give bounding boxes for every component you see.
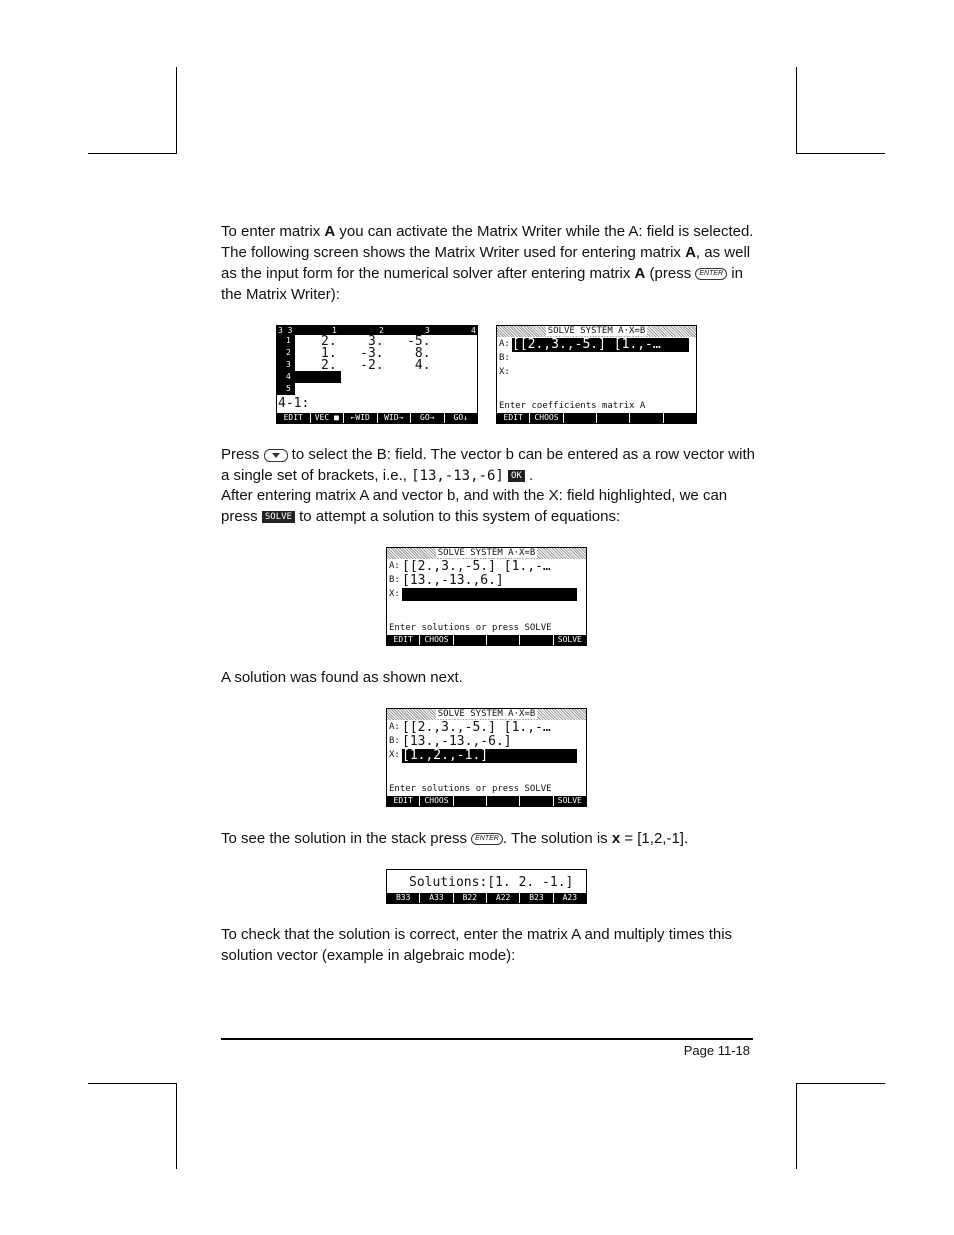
crop-mark-br-v — [796, 1083, 797, 1169]
row-header-2: 2 — [286, 348, 291, 357]
crop-mark-bl-v — [176, 1083, 177, 1169]
field-b-label: B: — [389, 736, 400, 746]
matrix-a-bold: A — [634, 265, 646, 282]
matrix-row-1: 2. 3. -5. — [321, 334, 431, 349]
menu-blank[interactable] — [454, 635, 486, 645]
solver-title-bar — [387, 709, 586, 720]
vector-code: [13,-13,-6] — [411, 468, 504, 484]
menu-wid-right[interactable]: WID→ — [378, 413, 411, 423]
field-x-value[interactable]: [1.,2.,-1.] — [402, 749, 577, 763]
paragraph-intro — [221, 221, 761, 305]
field-b-value[interactable]: [13.,-13.,6.] — [402, 573, 504, 588]
stack-menu — [387, 893, 586, 903]
stack-screen — [386, 869, 587, 904]
solver-screen-solved — [386, 708, 587, 807]
menu-blank[interactable] — [487, 796, 519, 806]
solve-softkey: SOLVE — [262, 511, 295, 523]
menu-blank[interactable] — [597, 413, 629, 423]
help-text: Enter solutions or press SOLVE — [389, 623, 552, 633]
text: After entering matrix A and vector b, and with the X: field highlighted, we can press — [221, 487, 728, 525]
row-header-1: 1 — [286, 336, 291, 345]
footer-rule — [221, 1038, 753, 1040]
menu-edit[interactable]: EDIT — [387, 635, 419, 645]
text: to select the B: field. The vector b can be entered as a row vector with a single set of brackets, i.e., — [221, 446, 755, 484]
menu-choos[interactable]: CHOOS — [420, 635, 452, 645]
text: you can activate the Matrix Writer while the A: field is selected. The following screen shows the Matrix Writer used for entering matrix — [221, 223, 754, 261]
text: . The solution is — [502, 830, 612, 847]
matrix-writer-screen — [276, 325, 478, 424]
matrix-row-3: 2. -2. 4. — [321, 358, 431, 373]
crop-mark-bl-h — [88, 1083, 177, 1084]
field-a-label: A: — [389, 561, 400, 571]
paragraph-check-solution: To check that the solution is correct, enter the matrix A and multiply times this solution vector (example in algebraic mode): — [221, 926, 733, 964]
x-bold: x — [611, 830, 621, 847]
menu-vec[interactable]: VEC ■ — [311, 413, 344, 423]
menu-b33[interactable]: B33 — [387, 893, 419, 903]
crop-mark-br-h — [796, 1083, 885, 1084]
help-text: Enter coefficients matrix A — [499, 401, 646, 411]
solver-menu — [387, 796, 586, 806]
menu-wid-left[interactable]: ←WID — [344, 413, 377, 423]
solver-title: SOLVE SYSTEM A·X=B — [437, 548, 536, 558]
text: = [1,2,-1]. — [620, 830, 689, 847]
field-a-label: A: — [499, 339, 510, 349]
row-header-4: 4 — [286, 372, 291, 381]
field-a-label: A: — [389, 722, 400, 732]
text: , as well as the input form for the numerical solver after entering matrix — [221, 244, 751, 282]
matrix-a-bold: A — [324, 223, 336, 240]
solver-title-bar — [387, 548, 586, 559]
field-b-value[interactable]: [13.,-13.,-6.] — [402, 734, 512, 749]
matrix-status-line: 4-1: — [278, 396, 310, 411]
menu-blank[interactable] — [487, 635, 519, 645]
col-header-3: 3 — [425, 326, 430, 335]
menu-choos[interactable]: CHOOS — [530, 413, 562, 423]
paragraph-solution-found: A solution was found as shown next. — [221, 669, 463, 686]
field-a-value[interactable]: [[2.,3.,-5.] [1.,-… — [402, 721, 551, 735]
enter-key-icon: ENTER — [695, 268, 727, 280]
field-a-value[interactable]: [[2.,3.,-5.] [1.,-… — [512, 338, 689, 352]
paragraph-press-solve — [221, 485, 761, 527]
menu-a22[interactable]: A22 — [487, 893, 519, 903]
text: To see the solution in the stack press — [221, 830, 472, 847]
text: . — [524, 467, 534, 484]
menu-b23[interactable]: B23 — [520, 893, 552, 903]
menu-blank[interactable] — [630, 413, 662, 423]
menu-a33[interactable]: A33 — [420, 893, 452, 903]
menu-b22[interactable]: B22 — [454, 893, 486, 903]
ok-softkey: OK — [508, 470, 525, 482]
menu-solve[interactable]: SOLVE — [554, 796, 586, 806]
col-header-1: 1 — [332, 326, 337, 335]
down-arrow-key-icon — [264, 449, 288, 462]
field-b-label: B: — [499, 353, 510, 363]
matrix-a-bold: A — [685, 244, 696, 261]
text: to attempt a solution to this system of equations: — [294, 508, 621, 525]
menu-go-right[interactable]: GO→ — [411, 413, 444, 423]
solver-title: SOLVE SYSTEM A·X=B — [437, 709, 536, 719]
solver-screen-b-entered — [386, 547, 587, 646]
solver-title-bar — [497, 326, 696, 337]
solver-menu — [497, 413, 696, 423]
text: in the Matrix Writer): — [221, 265, 743, 303]
menu-a23[interactable]: A23 — [554, 893, 586, 903]
field-x-label: X: — [389, 589, 400, 599]
text: (press — [645, 265, 696, 282]
menu-edit[interactable]: EDIT — [387, 796, 419, 806]
menu-blank[interactable] — [664, 413, 696, 423]
solver-menu — [387, 635, 586, 645]
col-header-2: 2 — [379, 326, 384, 335]
menu-solve[interactable]: SOLVE — [554, 635, 586, 645]
menu-blank[interactable] — [454, 796, 486, 806]
page-number: Page 11-18 — [683, 1043, 750, 1058]
matrix-corner: 3 3 — [278, 326, 293, 335]
col-header-4: 4 — [471, 326, 476, 335]
menu-choos[interactable]: CHOOS — [420, 796, 452, 806]
crop-mark-tl-h — [88, 153, 177, 154]
menu-edit[interactable]: EDIT — [277, 413, 310, 423]
crop-mark-tr-h — [796, 153, 885, 154]
menu-blank[interactable] — [520, 635, 552, 645]
crop-mark-tl-v — [176, 67, 177, 153]
text: To enter matrix — [221, 223, 325, 240]
text: Press — [221, 446, 264, 463]
field-x-label: X: — [389, 750, 400, 760]
paragraph-select-b — [221, 444, 761, 487]
menu-blank[interactable] — [520, 796, 552, 806]
solver-screen-a-entered — [496, 325, 697, 424]
menu-go-down[interactable]: GO↓ — [445, 413, 478, 423]
paragraph-see-solution — [221, 828, 761, 849]
matrix-writer-menu — [277, 413, 477, 423]
field-x-label: X: — [499, 367, 510, 377]
menu-blank[interactable] — [564, 413, 596, 423]
matrix-row-2: 1. -3. 8. — [321, 346, 431, 361]
stack-solution: Solutions:[1. 2. -1.] — [409, 875, 574, 890]
row-header-5: 5 — [286, 384, 291, 393]
help-text: Enter solutions or press SOLVE — [389, 784, 552, 794]
row-header-3: 3 — [286, 360, 291, 369]
menu-edit[interactable]: EDIT — [497, 413, 529, 423]
field-x-value[interactable] — [402, 588, 577, 601]
field-b-label: B: — [389, 575, 400, 585]
field-a-value[interactable]: [[2.,3.,-5.] [1.,-… — [402, 560, 551, 574]
enter-key-icon: ENTER — [471, 833, 503, 845]
crop-mark-tr-v — [796, 67, 797, 153]
solver-title: SOLVE SYSTEM A·X=B — [547, 326, 646, 336]
